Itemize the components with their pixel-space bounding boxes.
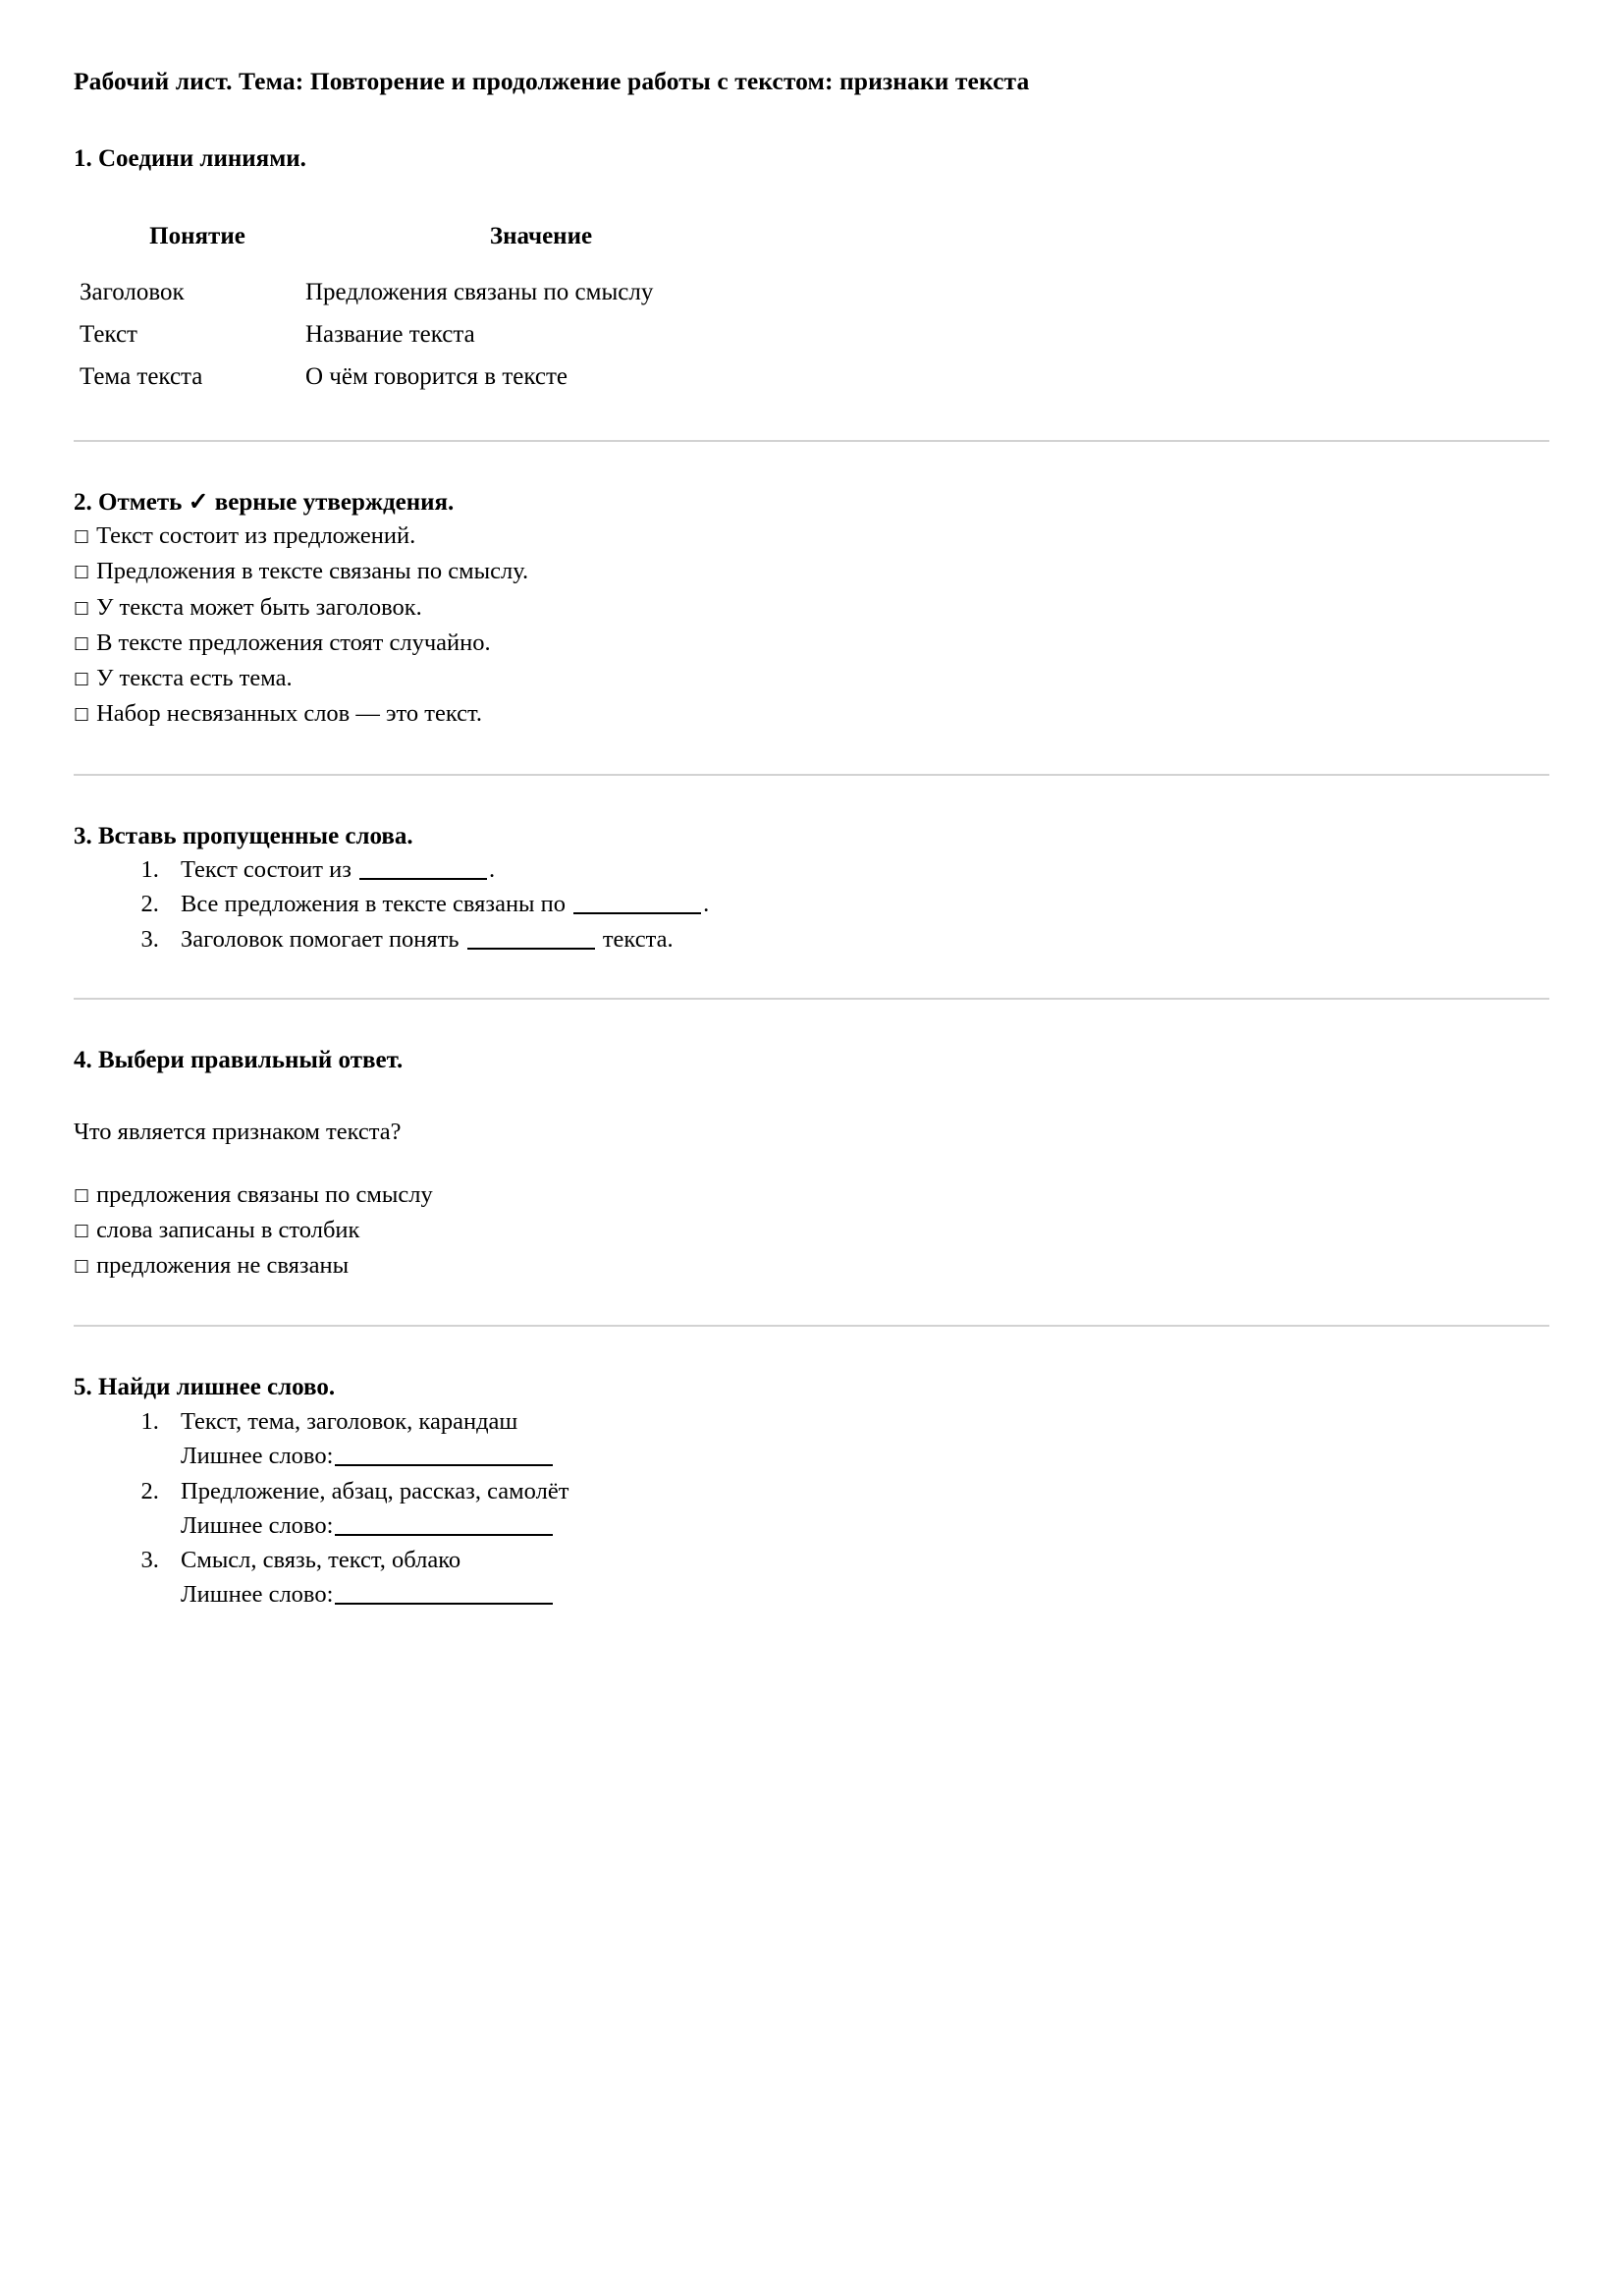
section-2 bbox=[74, 487, 1549, 776]
statement-label: Текст состоит из предложений. bbox=[96, 522, 416, 550]
section-3 bbox=[74, 821, 1549, 1000]
option-label: предложения не связаны bbox=[96, 1252, 350, 1280]
blank-input[interactable] bbox=[335, 1510, 553, 1536]
table-row[interactable] bbox=[80, 356, 777, 399]
list-item[interactable] bbox=[74, 626, 1549, 661]
statement-label: Предложения в тексте связаны по смыслу. bbox=[96, 558, 529, 585]
blank-input[interactable] bbox=[359, 854, 487, 880]
list-item bbox=[165, 1543, 1549, 1613]
odd-one-out-list bbox=[74, 1404, 1549, 1613]
meaning-cell[interactable]: Предложения связаны по смыслу bbox=[305, 278, 654, 305]
checkbox-icon[interactable]: □ bbox=[74, 704, 90, 725]
section-5-heading: 5. Найди лишнее слово. bbox=[74, 1374, 336, 1401]
answer-label: Лишнее слово: bbox=[181, 1443, 334, 1470]
statements-checklist bbox=[74, 519, 1549, 733]
checkbox-icon[interactable]: □ bbox=[74, 1184, 90, 1205]
table-header-row bbox=[80, 223, 777, 272]
match-table-head bbox=[80, 223, 777, 272]
list-item[interactable] bbox=[74, 661, 1549, 696]
answer-row bbox=[181, 1577, 1549, 1612]
checkbox-icon[interactable]: □ bbox=[74, 1256, 90, 1277]
section-1 bbox=[74, 143, 1549, 442]
section-4-heading: 4. Выбери правильный ответ. bbox=[74, 1046, 404, 1073]
column-header-meaning: Значение bbox=[489, 222, 593, 249]
checkbox-icon[interactable]: □ bbox=[74, 597, 90, 618]
list-item bbox=[165, 887, 1549, 921]
statement-label: В тексте предложения стоят случайно. bbox=[96, 629, 491, 656]
option-label: предложения связаны по смыслу bbox=[96, 1180, 433, 1208]
word-series: 3. Смысл, связь, текст, облако bbox=[181, 1547, 461, 1574]
question-text: Что является признаком текста? bbox=[74, 1119, 402, 1146]
section-divider-4 bbox=[74, 1325, 1549, 1327]
word-series: 1. Текст, тема, заголовок, карандаш bbox=[181, 1407, 518, 1435]
concept-cell[interactable]: Тема текста bbox=[80, 362, 203, 390]
list-item[interactable] bbox=[74, 1213, 1549, 1248]
answer-row bbox=[181, 1439, 1549, 1473]
meaning-cell[interactable]: Название текста bbox=[305, 320, 475, 348]
checkbox-icon[interactable]: □ bbox=[74, 526, 90, 547]
section-divider-2 bbox=[74, 774, 1549, 776]
spacer bbox=[74, 1076, 1549, 1116]
list-item bbox=[165, 852, 1549, 887]
meaning-cell[interactable]: О чём говорится в тексте bbox=[305, 362, 568, 390]
checkbox-icon[interactable]: □ bbox=[74, 562, 90, 582]
list-item bbox=[165, 922, 1549, 957]
section-3-heading: 3. Вставь пропущенные слова. bbox=[74, 822, 413, 849]
list-item[interactable] bbox=[74, 590, 1549, 626]
list-item[interactable] bbox=[74, 519, 1549, 554]
concept-cell[interactable]: Текст bbox=[80, 320, 137, 348]
column-header-concept: Понятие bbox=[149, 222, 245, 249]
table-row[interactable] bbox=[80, 272, 777, 314]
section-divider-1 bbox=[74, 440, 1549, 442]
checkbox-icon[interactable]: □ bbox=[74, 632, 90, 653]
list-item bbox=[165, 1404, 1549, 1474]
sentence-prefix: Все предложения в тексте связаны по bbox=[181, 891, 572, 918]
concept-cell[interactable]: Заголовок bbox=[80, 278, 185, 305]
blank-input[interactable] bbox=[467, 924, 595, 950]
list-item[interactable] bbox=[74, 554, 1549, 589]
blank-input[interactable] bbox=[335, 1580, 553, 1606]
sentence-suffix: . bbox=[489, 856, 496, 884]
list-item[interactable] bbox=[74, 1248, 1549, 1284]
list-item[interactable] bbox=[74, 696, 1549, 732]
page-title: Рабочий лист. Тема: Повторение и продолжение работы с текстом: признаки текста bbox=[74, 67, 1030, 95]
list-item[interactable] bbox=[74, 1177, 1549, 1213]
table-row[interactable] bbox=[80, 314, 777, 356]
statement-label: Набор несвязанных слов — это текст. bbox=[96, 700, 482, 728]
sentence-suffix: текста. bbox=[596, 925, 674, 953]
checkbox-icon[interactable]: □ bbox=[74, 669, 90, 689]
section-5 bbox=[74, 1372, 1549, 1612]
section-1-heading: 1. Соедини линиями. bbox=[74, 145, 306, 173]
sentence-prefix: Текст состоит из bbox=[181, 856, 358, 884]
statement-label: У текста есть тема. bbox=[96, 665, 293, 692]
sentence-prefix: Заголовок помогает понять bbox=[181, 925, 465, 953]
match-table bbox=[80, 223, 777, 399]
blank-input[interactable] bbox=[573, 890, 701, 915]
match-table-body bbox=[80, 272, 777, 399]
spacer bbox=[74, 1150, 1549, 1177]
word-series: 2. Предложение, абзац, рассказ, самолёт bbox=[181, 1477, 569, 1504]
option-label: слова записаны в столбик bbox=[96, 1216, 360, 1243]
answer-row bbox=[181, 1508, 1549, 1543]
list-item bbox=[165, 1474, 1549, 1544]
answer-label: Лишнее слово: bbox=[181, 1511, 334, 1539]
answer-label: Лишнее слово: bbox=[181, 1581, 334, 1609]
section-4 bbox=[74, 1045, 1549, 1328]
blank-input[interactable] bbox=[335, 1442, 553, 1467]
fill-blank-list bbox=[74, 852, 1549, 957]
section-2-heading: 2. Отметь ✓ верные утверждения. bbox=[74, 488, 455, 516]
section-divider-3 bbox=[74, 998, 1549, 1000]
sentence-suffix: . bbox=[703, 891, 710, 918]
match-block bbox=[74, 223, 1549, 399]
answer-options-list bbox=[74, 1177, 1549, 1285]
checkbox-icon[interactable]: □ bbox=[74, 1220, 90, 1240]
statement-label: У текста может быть заголовок. bbox=[96, 593, 422, 621]
